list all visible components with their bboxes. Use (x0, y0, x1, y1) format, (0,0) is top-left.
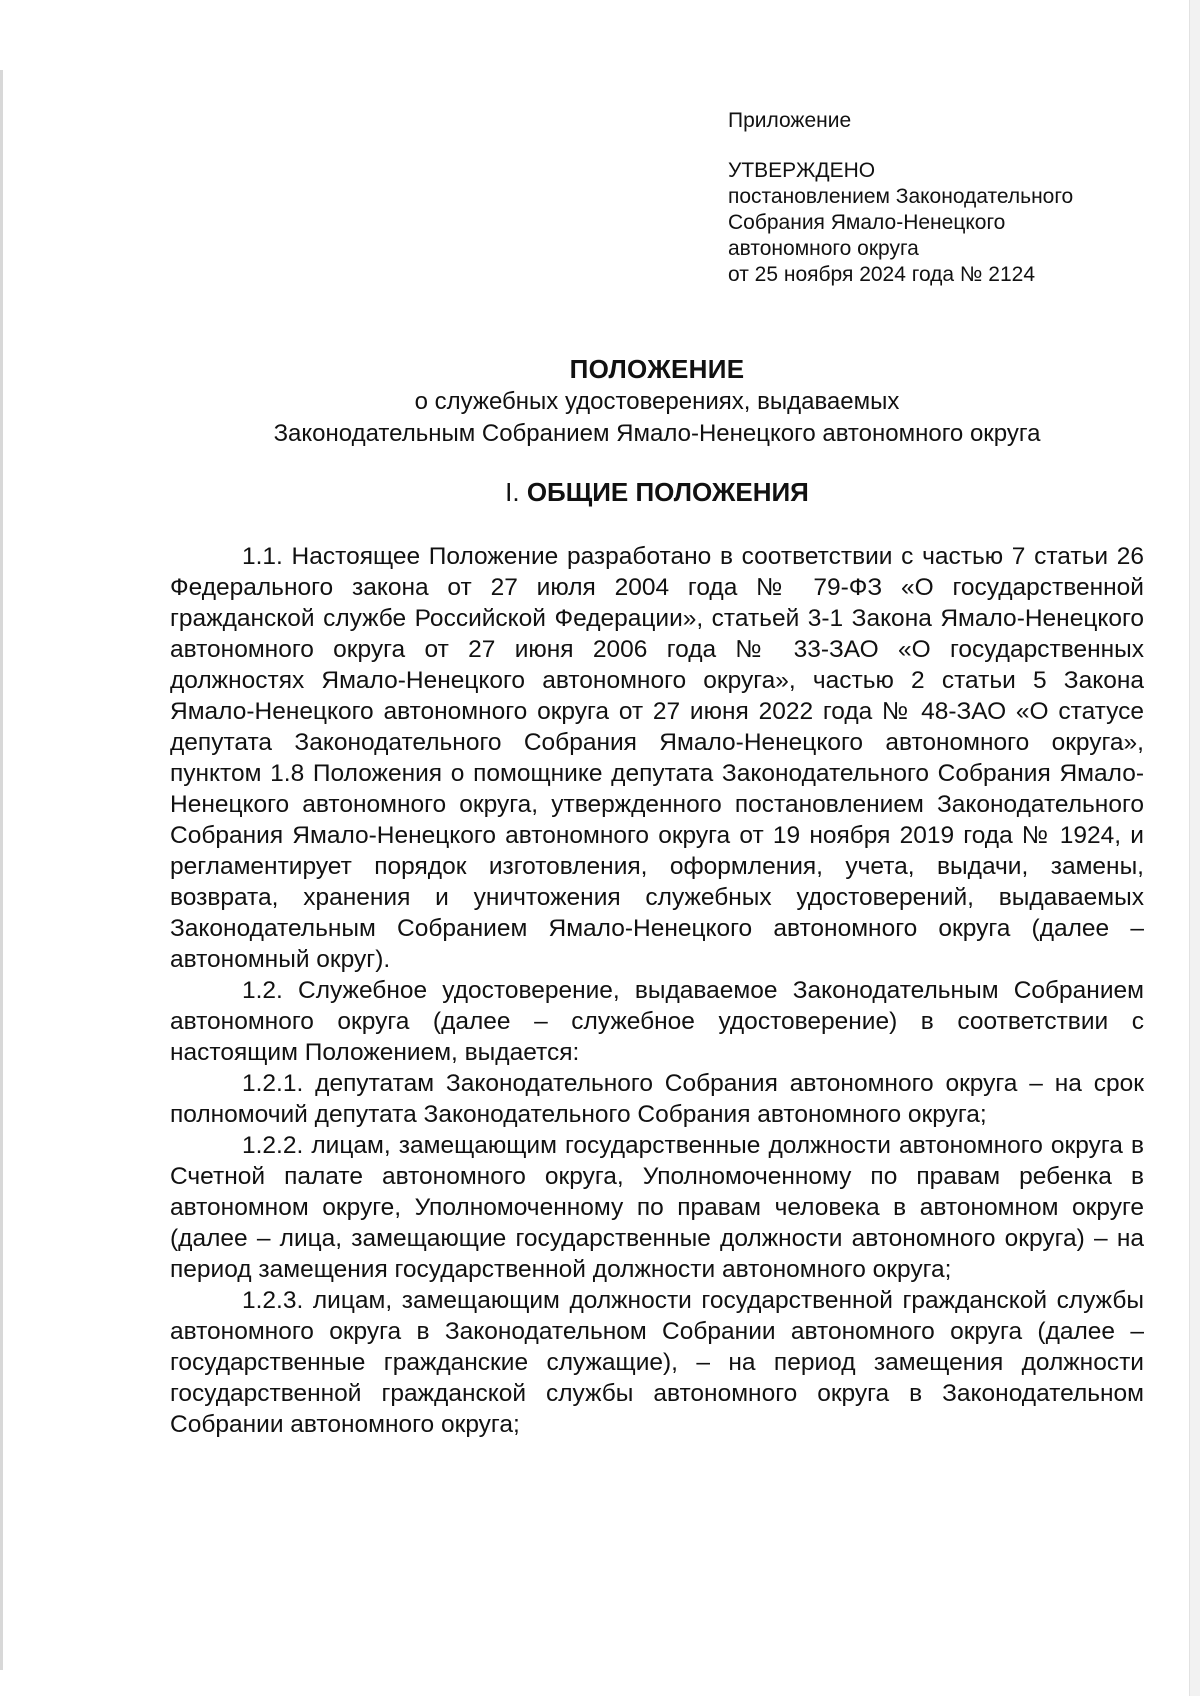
scan-right-edge (1189, 0, 1200, 1696)
approval-line: УТВЕРЖДЕНО (728, 159, 876, 182)
section-number: I. (505, 477, 520, 507)
approval-line: от 25 ноября 2024 года № 2124 (728, 263, 1036, 286)
paragraph-1-2-3: 1.2.3. лицам, замещающим должности государственной гражданской службы автономного округа в Законодательном Собрании автономного округа (далее – государственные гражданские служащие), – на период замещения должности государственной гражданской службы автономного округа в Законодательном Собрании автономного округа; (170, 1287, 1144, 1438)
scan-left-edge (0, 70, 3, 1670)
approval-line: автономного округа (728, 237, 919, 260)
paragraph-1-2-1: 1.2.1. депутатам Законодательного Собрания автономного округа – на срок полномочий депутата Законодательного Собрания автономного округа; (170, 1070, 1144, 1128)
paragraph-1-2: 1.2. Служебное удостоверение, выдаваемое Законодательным Собранием автономного округа (далее – служебное удостоверение) в соответствии с настоящим Положением, выдается: (170, 977, 1144, 1066)
document-body (170, 541, 1144, 1440)
paragraph-1-1: 1.1. Настоящее Положение разработано в соответствии с частью 7 статьи 26 Федерального закона от 27 июля 2004 года № 79-ФЗ «О государственной гражданской службе Российской Федерации», статьей 3-1 Закона Ямало-Ненецкого автономного округа от 27 июня 2006 года № 33-ЗАО «О государственных должностях Ямало-Ненецкого автономного округа», частью 2 статьи 5 Закона Ямало-Ненецкого автономного округа от 27 июня 2022 года № 48-ЗАО «О статусе депутата Законодательного Собрания Ямало-Ненецкого автономного округа», пунктом 1.8 Положения о помощнике депутата Законодательного Собрания Ямало-Ненецкого автономного округа, утвержденного постановлением Законодательного Собрания Ямало-Ненецкого автономного округа от 19 ноября 2019 года № 1924, и регламентирует порядок изготовления, оформления, учета, выдачи, замены, возврата, хранения и уничтожения служебных удостоверений, выдаваемых Законодательным Собранием Ямало-Ненецкого автономного округа (далее – автономный округ). (170, 543, 1144, 973)
document-subtitle-line: Законодательным Собранием Ямало-Ненецкого автономного округа (273, 420, 1041, 447)
document-heading (170, 352, 1144, 450)
approval-line: постановлением Законодательного (728, 185, 1074, 208)
document-title: ПОЛОЖЕНИЕ (569, 354, 745, 384)
paragraph-1-2-2: 1.2.2. лицам, замещающим государственные должности автономного округа в Счетной палате автономного округа, Уполномоченному по правам ребенка в автономном округе, Уполномоченному по правам человека в автономном округе (далее – лица, замещающие государственные должности автономного округа) – на период замещения государственной должности автономного округа; (170, 1132, 1144, 1283)
section-title: ОБЩИЕ ПОЛОЖЕНИЯ (526, 477, 809, 507)
approval-line: Собрания Ямало-Ненецкого (728, 211, 1006, 234)
appendix-block (728, 108, 1168, 288)
document-subtitle-line: о служебных удостоверениях, выдаваемых (414, 388, 900, 415)
appendix-label: Приложение (728, 109, 852, 132)
section-heading (170, 476, 1144, 508)
